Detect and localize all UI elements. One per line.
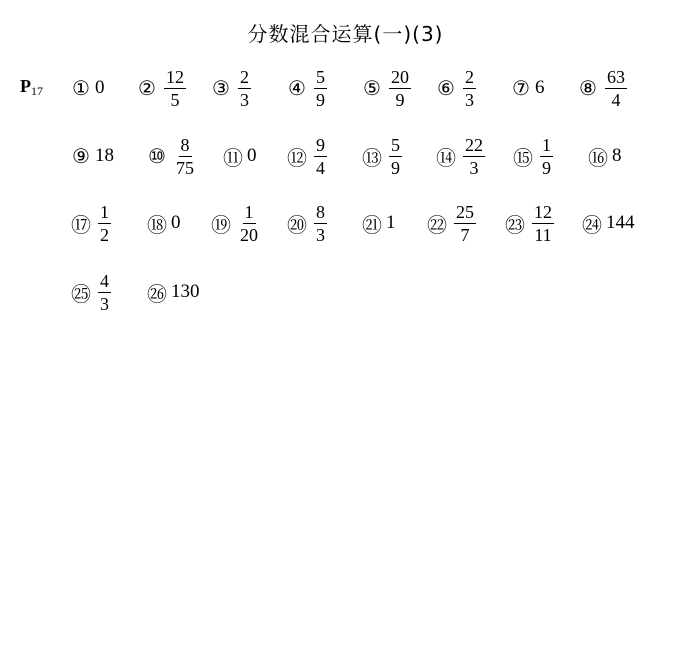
answer-item: [70, 266, 111, 318]
fraction-denominator: 9: [395, 89, 405, 110]
answer-value: 144: [606, 212, 635, 233]
answer-item: [146, 197, 181, 249]
fraction-numerator: 1: [244, 201, 254, 222]
answer-number: ⑥: [437, 77, 455, 100]
answer-item: [70, 130, 114, 182]
answer-fraction: [389, 134, 402, 179]
fraction-denominator: 11: [534, 224, 552, 245]
answer-number: ⑳: [287, 214, 307, 237]
answer-item: [222, 130, 257, 182]
fraction-numerator: 1: [542, 134, 551, 155]
answer-value: 130: [171, 281, 200, 302]
answer-number: ⑪: [223, 147, 243, 170]
answer-fraction: [238, 201, 260, 246]
answer-value: 0: [171, 212, 181, 233]
answer-item: [286, 62, 327, 114]
answer-value: 6: [535, 77, 545, 98]
answer-item: [136, 62, 186, 114]
fraction-denominator: 20: [240, 224, 258, 245]
fraction-numerator: 12: [534, 201, 552, 222]
fraction-denominator: 3: [465, 89, 474, 110]
answer-number: ②: [138, 77, 156, 100]
answer-fraction: [532, 201, 554, 246]
answer-item: [70, 62, 105, 114]
fraction-denominator: 9: [391, 157, 400, 178]
answer-number: ⑯: [588, 147, 608, 170]
answer-item: [510, 62, 545, 114]
answer-item: [70, 197, 111, 249]
worksheet-title: 分数混合运算(一)(3): [247, 22, 444, 46]
answer-fraction: [238, 66, 251, 111]
answer-value: 0: [95, 77, 105, 98]
answer-value: 0: [247, 145, 257, 166]
answer-fraction: [314, 134, 327, 179]
answer-number: ⑧: [579, 77, 597, 100]
answer-value: 1: [386, 212, 396, 233]
fraction-denominator: 3: [100, 293, 109, 314]
answer-number: ⑤: [363, 77, 381, 100]
fraction-numerator: 12: [166, 66, 184, 87]
answer-number: ④: [288, 77, 306, 100]
answer-item: [210, 62, 251, 114]
fraction-denominator: 3: [240, 89, 249, 110]
answer-number: ⑮: [513, 147, 533, 170]
fraction-numerator: 5: [316, 66, 325, 87]
fraction-denominator: 4: [611, 89, 621, 110]
answer-item: [361, 197, 396, 249]
fraction-numerator: 22: [465, 134, 483, 155]
fraction-numerator: 25: [456, 201, 474, 222]
fraction-numerator: 4: [100, 270, 109, 291]
answer-number: ⑩: [148, 145, 166, 168]
fraction-numerator: 2: [240, 66, 249, 87]
answer-fraction: [540, 134, 553, 179]
answer-value: 18: [95, 145, 114, 166]
answer-item: [512, 130, 553, 182]
answer-item: [361, 62, 411, 114]
answer-number: ③: [212, 77, 230, 100]
answer-item: [426, 197, 476, 249]
answer-number: ⑫: [287, 147, 307, 170]
fraction-denominator: 4: [316, 157, 325, 178]
page-prefix: P: [20, 76, 31, 96]
fraction-numerator: 2: [465, 66, 474, 87]
fraction-denominator: 3: [469, 157, 479, 178]
fraction-denominator: 7: [460, 224, 470, 245]
answer-number: ⑭: [436, 147, 456, 170]
answer-item: [435, 130, 485, 182]
answer-item: [577, 62, 627, 114]
answer-number: ㉔: [582, 214, 602, 237]
fraction-denominator: 9: [316, 89, 325, 110]
fraction-numerator: 8: [316, 201, 325, 222]
answer-number: ㉕: [71, 283, 91, 306]
fraction-numerator: 9: [316, 134, 325, 155]
answer-number: ⑲: [211, 214, 231, 237]
answer-number: ⑨: [72, 145, 90, 168]
answer-item: [286, 130, 327, 182]
answer-number: ①: [72, 77, 90, 100]
answer-number: ㉖: [147, 283, 167, 306]
answer-item: [210, 197, 260, 249]
answer-number: ㉑: [362, 214, 382, 237]
fraction-numerator: 8: [180, 134, 190, 155]
fraction-denominator: 2: [100, 224, 109, 245]
answer-fraction: [314, 66, 327, 111]
answer-item: [146, 130, 196, 182]
answer-value: 8: [612, 145, 622, 166]
fraction-denominator: 75: [176, 157, 194, 178]
answer-item: [361, 130, 402, 182]
answer-item: [581, 197, 635, 249]
answer-fraction: [314, 201, 327, 246]
answer-fraction: [98, 270, 111, 315]
answer-number: ⑱: [147, 214, 167, 237]
fraction-numerator: 1: [100, 201, 109, 222]
answer-fraction: [389, 66, 411, 111]
fraction-denominator: 9: [542, 157, 551, 178]
answer-fraction: [164, 66, 186, 111]
answer-number: ㉒: [427, 214, 447, 237]
fraction-denominator: 5: [170, 89, 180, 110]
answer-fraction: [463, 66, 476, 111]
answer-item: [587, 130, 622, 182]
answer-number: ㉓: [505, 214, 525, 237]
answer-item: [146, 266, 200, 318]
answer-item: [435, 62, 476, 114]
fraction-denominator: 3: [316, 224, 325, 245]
page-reference: [20, 76, 43, 99]
answer-number: ⑰: [71, 214, 91, 237]
answer-fraction: [98, 201, 111, 246]
fraction-numerator: 63: [607, 66, 625, 87]
fraction-numerator: 5: [391, 134, 400, 155]
answer-number: ⑬: [362, 147, 382, 170]
page-number: 17: [31, 84, 43, 98]
answer-item: [504, 197, 554, 249]
answer-item: [286, 197, 327, 249]
fraction-numerator: 20: [391, 66, 409, 87]
answer-number: ⑦: [512, 77, 530, 100]
answer-fraction: [605, 66, 627, 111]
answer-fraction: [174, 134, 196, 179]
answer-fraction: [463, 134, 485, 179]
answer-fraction: [454, 201, 476, 246]
